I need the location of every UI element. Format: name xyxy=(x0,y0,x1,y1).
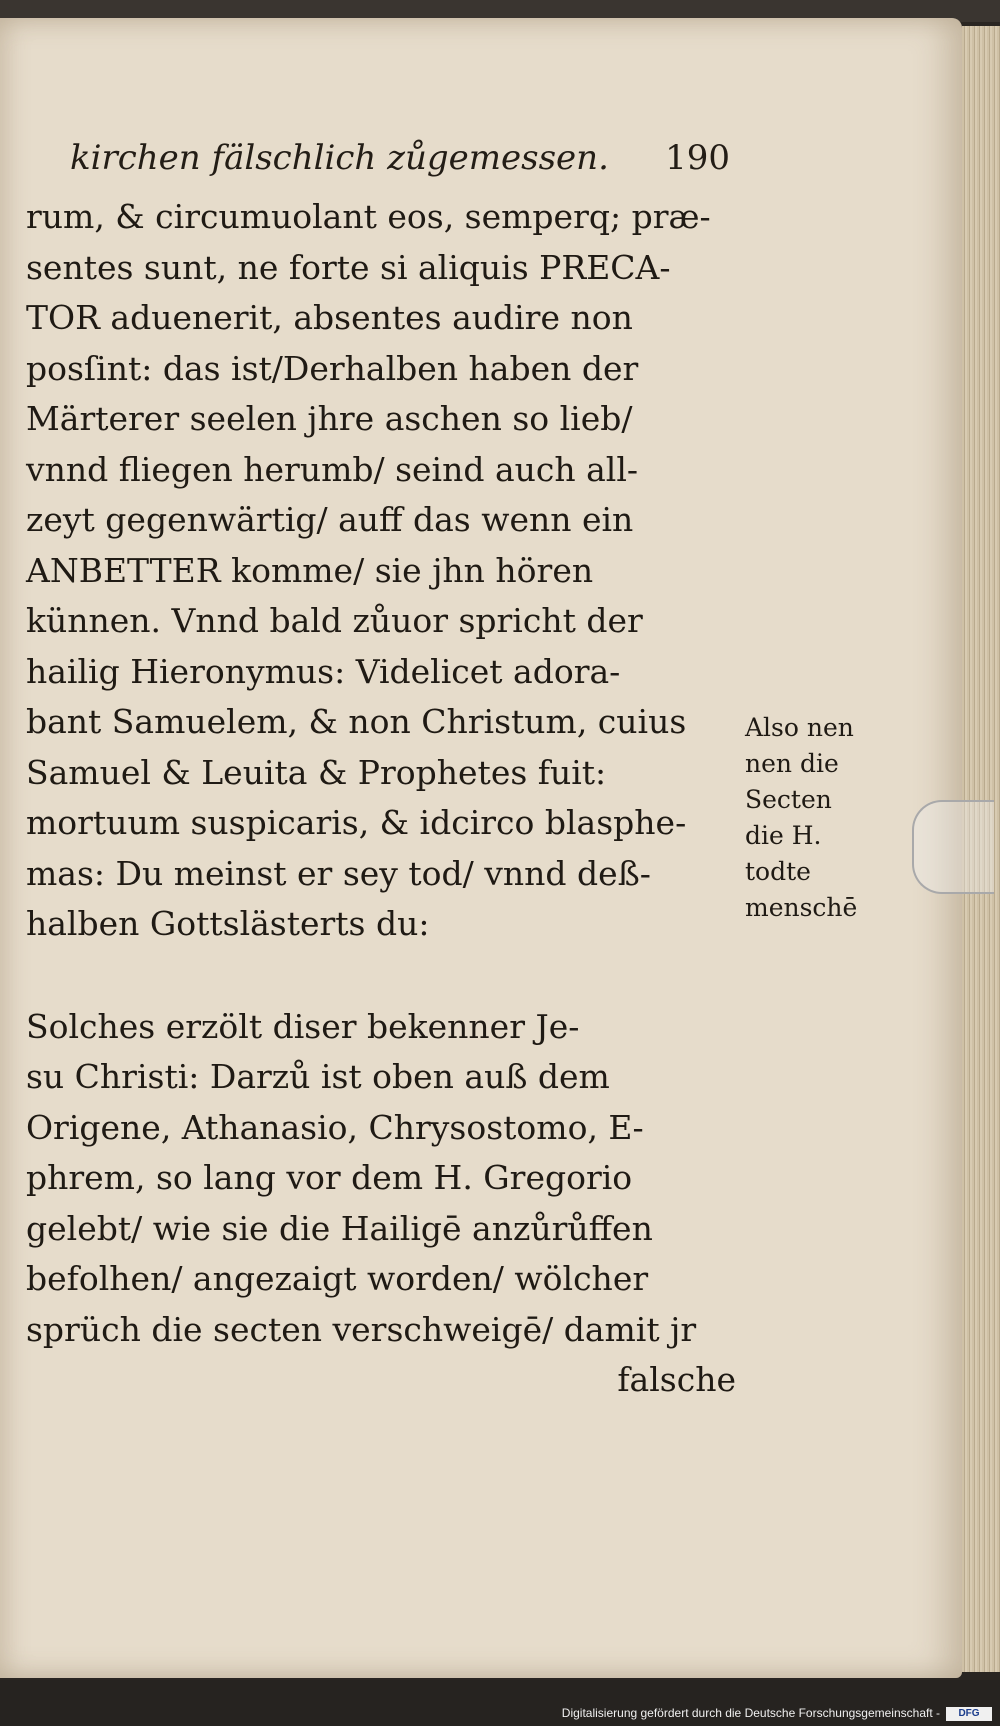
text-line: Märterer seelen jhre aschen so lieb/ xyxy=(26,399,633,438)
marginal-line: die H. xyxy=(745,821,822,850)
footer-bar xyxy=(0,1680,1000,1726)
running-head xyxy=(70,138,730,178)
text-line: befolhen/ angezaigt worden/ wölcher xyxy=(26,1259,649,1298)
text-line: Samuel & Leuita & Prophetes fuit: xyxy=(26,752,607,792)
text-line: su Christi: Darzů ist oben auß dem xyxy=(26,1057,610,1096)
text-line: halben Gottslästerts du: xyxy=(26,904,430,943)
marginal-note xyxy=(745,710,895,926)
marginal-line: Secten xyxy=(745,785,832,814)
marginal-line: todte xyxy=(745,857,811,886)
text-line: mas: Du meinst er sey tod/ vnnd deß‑ xyxy=(26,853,651,893)
text-line: sprüch die secten verschweigē/ damit jr xyxy=(26,1309,697,1349)
marginal-line: Also nen xyxy=(745,713,854,742)
text-line: rum, & circumuolant eos, semperq; præ‑ xyxy=(26,197,711,236)
text-line: vnnd fliegen herumb/ seind auch all‑ xyxy=(26,449,639,489)
paragraph-gap xyxy=(26,950,736,1002)
text-line: TOR aduenerit, absentes audire non xyxy=(26,298,633,337)
text-line: hailig Hieronymus: Videlicet adora‑ xyxy=(26,651,621,691)
text-line: zeyt gegenwärtig/ auff das wenn ein xyxy=(26,500,634,539)
text-line: gelebt/ wie sie die Hailigē anzůrůffen xyxy=(26,1208,653,1248)
text-line: bant Samuelem, & non Christum, cuius xyxy=(26,702,687,741)
text-line: mortuum suspicaris, & idcirco blasphe‑ xyxy=(26,803,687,842)
marginal-line: menschē xyxy=(745,893,858,922)
body-text xyxy=(26,192,736,1406)
text-line: Solches erzölt diser bekenner Je‑ xyxy=(26,1006,580,1046)
text-line: phrem, so lang vor dem H. Gregorio xyxy=(26,1158,633,1197)
text-line: Origene, Athanasio, Chrysostomo, E‑ xyxy=(26,1107,644,1147)
catchword: falsche xyxy=(617,1360,736,1399)
marginal-line: nen die xyxy=(745,749,839,778)
text-line: posſint: das ist/Derhalben haben der xyxy=(26,348,639,388)
text-line: sentes sunt, ne forte si aliquis PRECA‑ xyxy=(26,247,671,287)
text-line: ANBETTER komme/ sie jhn hören xyxy=(26,550,594,590)
footer-credit: Digitalisierung gefördert durch die Deutsche Forschungsgemeinschaft - xyxy=(561,1706,940,1720)
page-number: 190 xyxy=(665,138,730,178)
page-tab-marker xyxy=(912,800,994,894)
dfg-logo: DFG xyxy=(946,1707,992,1721)
running-head-title: kirchen fälschlich zůgemessen. xyxy=(70,138,609,178)
text-line: künnen. Vnnd bald zůuor spricht der xyxy=(26,601,643,640)
